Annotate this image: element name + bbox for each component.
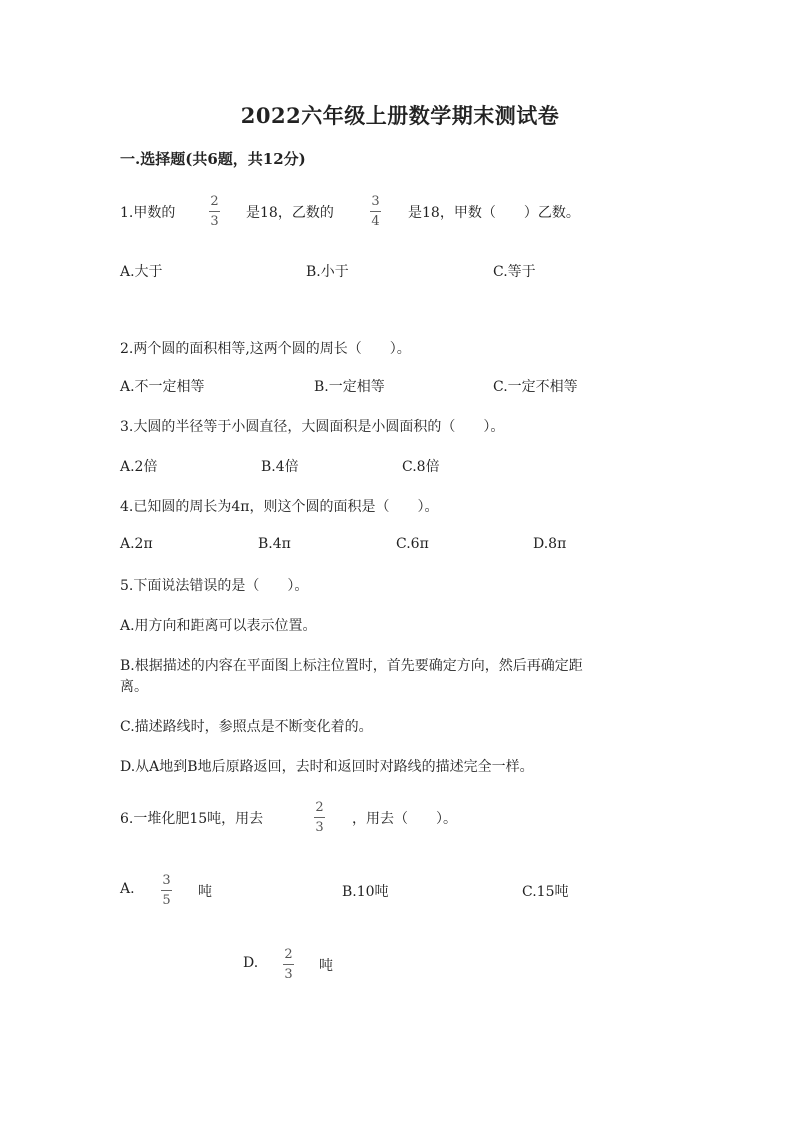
question-4-text: 4.已知圆的周长为4π，则这个圆的面积是（ ）。 [120,499,439,515]
fraction-numerator: 2 [315,800,324,815]
page-title: 2022六年级上册数学期末测试卷 [240,103,560,128]
fraction-denominator: 3 [315,820,324,835]
question-2-text: 2.两个圆的面积相等,这两个圆的周长（ ）。 [120,341,411,357]
question-6-text-part2: ，用去（ ）。 [352,811,457,827]
question-5-option-b-line1[interactable]: B.根据描述的内容在平面图上标注位置时，首先要确定方向，然后再确定距 [120,658,583,674]
fraction-numerator: 2 [284,947,293,962]
fraction-3-4 [370,195,381,229]
fraction-bar [209,211,220,212]
question-5-option-b-line2[interactable]: 离。 [120,679,148,695]
fraction-denominator: 3 [284,967,293,982]
question-6-text-part1: 6.一堆化肥15吨，用去 [120,811,264,827]
fraction-numerator: 2 [210,194,219,209]
fraction-3-5 [161,874,172,908]
question-5-text: 5.下面说法错误的是（ ）。 [120,578,309,594]
question-3-option-a[interactable]: A.2倍 [120,459,158,475]
section-heading: 一.选择题(共6题，共12分) [120,150,306,168]
fraction-denominator: 5 [162,893,171,908]
question-3-option-c[interactable]: C.8倍 [402,459,440,475]
question-6-option-c[interactable]: C.15吨 [522,884,569,900]
fraction-2-3 [283,948,294,982]
fraction-numerator: 3 [162,873,171,888]
question-1-option-c[interactable]: C.等于 [493,264,536,280]
option-unit: 吨 [319,958,333,974]
option-unit: 吨 [198,884,212,900]
question-2-option-a[interactable]: A.不一定相等 [120,379,205,395]
question-4-option-d[interactable]: D.8π [533,536,567,552]
fraction-2-3 [314,801,325,835]
question-3-text: 3.大圆的半径等于小圆直径，大圆面积是小圆面积的（ ）。 [120,419,505,435]
fraction-bar [161,890,172,891]
question-4-option-b[interactable]: B.4π [258,536,291,552]
fraction-2-3 [209,195,220,229]
fraction-bar [370,211,381,212]
question-2-option-b[interactable]: B.一定相等 [314,379,385,395]
question-6-option-b[interactable]: B.10吨 [342,884,389,900]
question-1-option-a[interactable]: A.大于 [120,264,163,280]
fraction-denominator: 3 [210,214,219,229]
question-4-option-a[interactable]: A.2π [120,536,153,552]
question-4-option-c[interactable]: C.6π [396,536,429,552]
question-5-option-d[interactable]: D.从A地到B地后原路返回，去时和返回时对路线的描述完全一样。 [120,759,534,775]
question-1-text-part1: 1.甲数的 [120,205,176,221]
fraction-denominator: 4 [371,214,380,229]
question-1-option-b[interactable]: B.小于 [306,264,349,280]
question-3-option-b[interactable]: B.4倍 [261,459,299,475]
fraction-bar [314,817,325,818]
question-5-option-a[interactable]: A.用方向和距离可以表示位置。 [120,618,317,634]
question-5-option-c[interactable]: C.描述路线时，参照点是不断变化着的。 [120,719,373,735]
fraction-bar [283,964,294,965]
question-1-text-part3: 是18，甲数（ ）乙数。 [408,205,580,221]
option-label: A. [120,881,135,897]
option-label: D. [243,955,259,971]
fraction-numerator: 3 [371,194,380,209]
question-1-text-part2: 是18，乙数的 [246,205,334,221]
question-2-option-c[interactable]: C.一定不相等 [493,379,578,395]
